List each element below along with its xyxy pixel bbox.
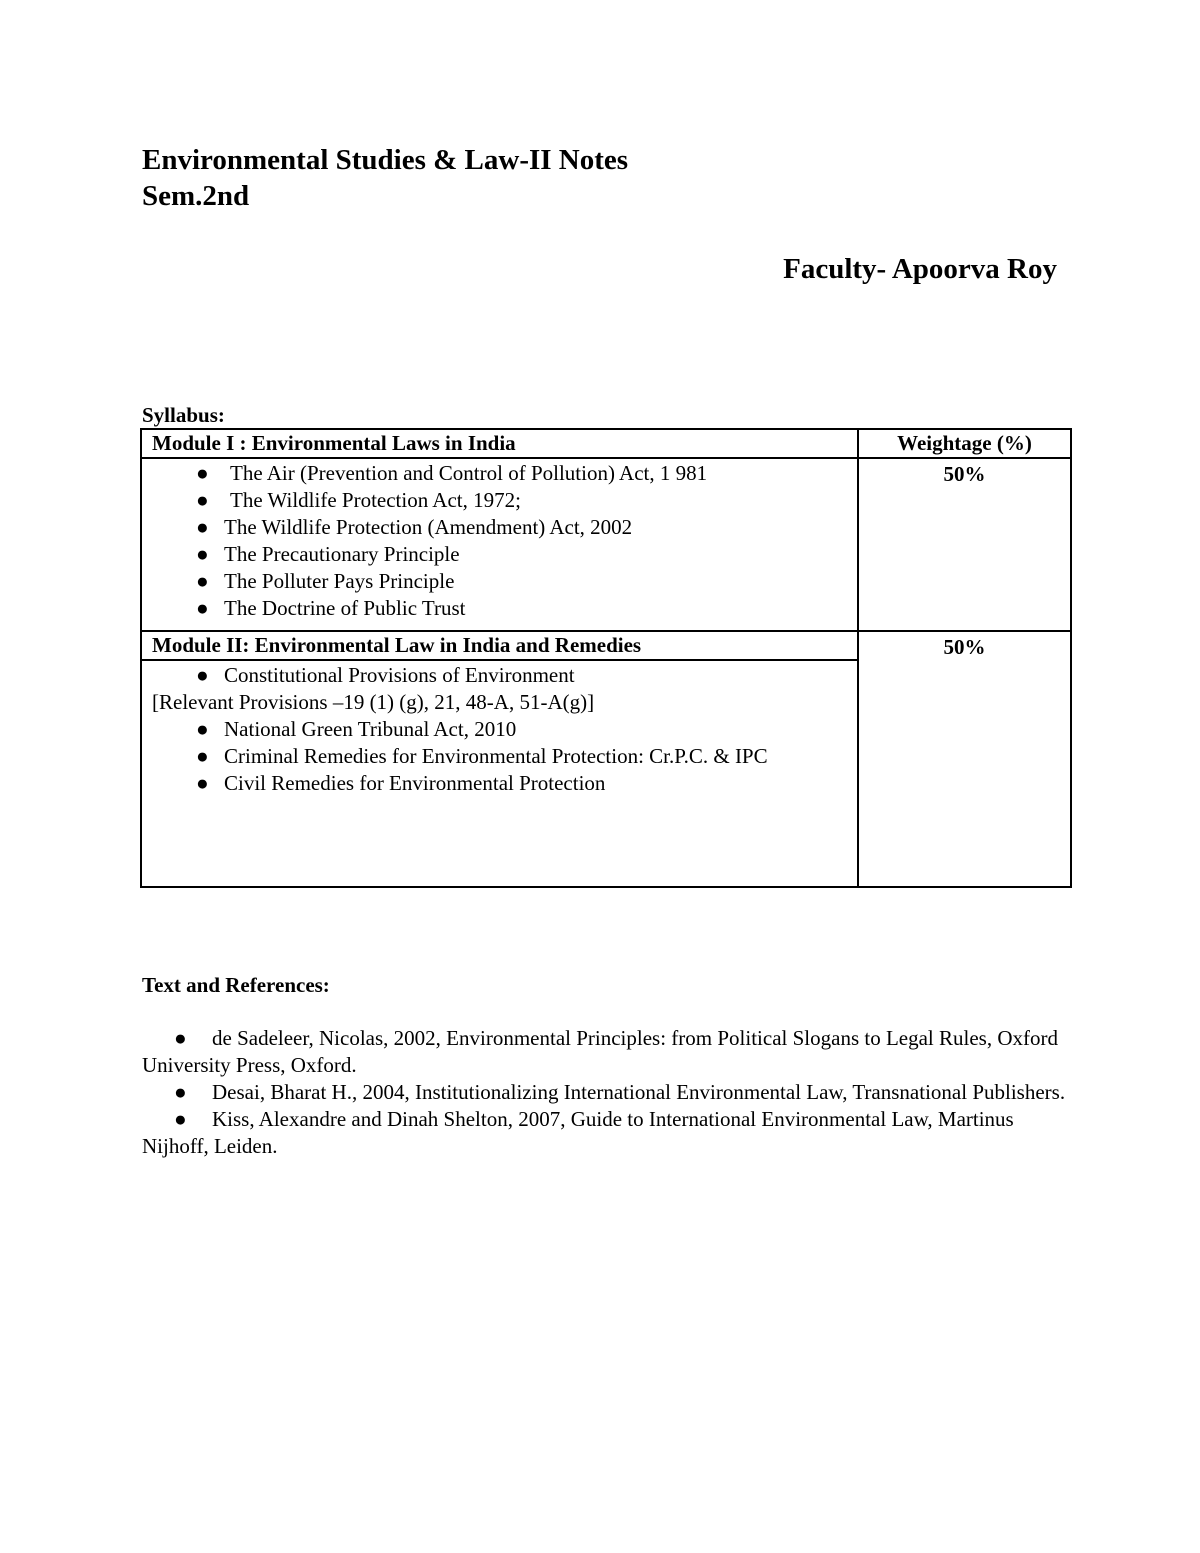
bullet-icon: ● xyxy=(196,488,209,512)
semester-label: Sem.2nd xyxy=(142,180,250,212)
module1-title: Module I : Environmental Laws in India xyxy=(141,429,858,458)
relevant-provisions: [Relevant Provisions –19 (1) (g), 21, 48-A, 51-A(g)] xyxy=(152,690,595,714)
bullet-icon: ● xyxy=(196,717,209,741)
bullet-icon: ● xyxy=(196,663,209,687)
reference-item: ● Desai, Bharat H., 2004, Institutionalizing International Environmental Law, Transnational Publishers. xyxy=(174,1080,1066,1104)
reference-item: ● Kiss, Alexandre and Dinah Shelton, 2007, Guide to International Environmental Law, Martinus xyxy=(174,1107,1014,1131)
bullet-icon: ● xyxy=(196,461,209,485)
reference-item: ● de Sadeleer, Nicolas, 2002, Environmental Principles: from Political Slogans to Legal Rules, Oxford xyxy=(174,1026,1058,1050)
bullet-icon: ● xyxy=(174,1107,187,1131)
list-item: ● National Green Tribunal Act, 2010 xyxy=(196,717,517,741)
module2-weightage: 50% xyxy=(858,631,1071,887)
list-item: ● Criminal Remedies for Environmental Protection: Cr.P.C. & IPC xyxy=(196,744,768,768)
faculty-name: Faculty- Apoorva Roy xyxy=(783,253,1057,285)
references-list xyxy=(142,1025,1072,1160)
references-title: Text and References: xyxy=(142,973,330,997)
module1-content xyxy=(141,458,858,631)
document-title: Environmental Studies & Law-II Notes xyxy=(142,144,629,176)
syllabus-label: Syllabus: xyxy=(142,403,225,427)
reference-continuation: University Press, Oxford. xyxy=(142,1053,357,1077)
list-item: ● The Air (Prevention and Control of Pollution) Act, 1 981 xyxy=(196,461,708,485)
bullet-icon: ● xyxy=(174,1026,187,1050)
list-item: ● The Doctrine of Public Trust xyxy=(196,596,466,620)
bullet-icon: ● xyxy=(196,596,209,620)
bullet-icon: ● xyxy=(196,771,209,795)
bullet-icon: ● xyxy=(174,1080,187,1104)
bullet-icon: ● xyxy=(196,569,209,593)
list-item: ● The Wildlife Protection (Amendment) Act, 2002 xyxy=(196,515,633,539)
bullet-icon: ● xyxy=(196,744,209,768)
list-item: ● The Precautionary Principle xyxy=(196,542,460,566)
reference-continuation: Nijhoff, Leiden. xyxy=(142,1134,278,1158)
weightage-header: Weightage (%) xyxy=(858,429,1071,458)
list-item: ● The Wildlife Protection Act, 1972; xyxy=(196,488,521,512)
list-item: ● Constitutional Provisions of Environment xyxy=(196,663,575,687)
list-item: ● The Polluter Pays Principle xyxy=(196,569,455,593)
module1-weightage: 50% xyxy=(858,458,1071,631)
list-item: ● Civil Remedies for Environmental Protection xyxy=(196,771,606,795)
bullet-icon: ● xyxy=(196,515,209,539)
bullet-icon: ● xyxy=(196,542,209,566)
module2-title: Module II: Environmental Law in India and Remedies xyxy=(141,631,858,660)
syllabus-table xyxy=(140,428,1072,888)
module2-content xyxy=(141,660,858,887)
